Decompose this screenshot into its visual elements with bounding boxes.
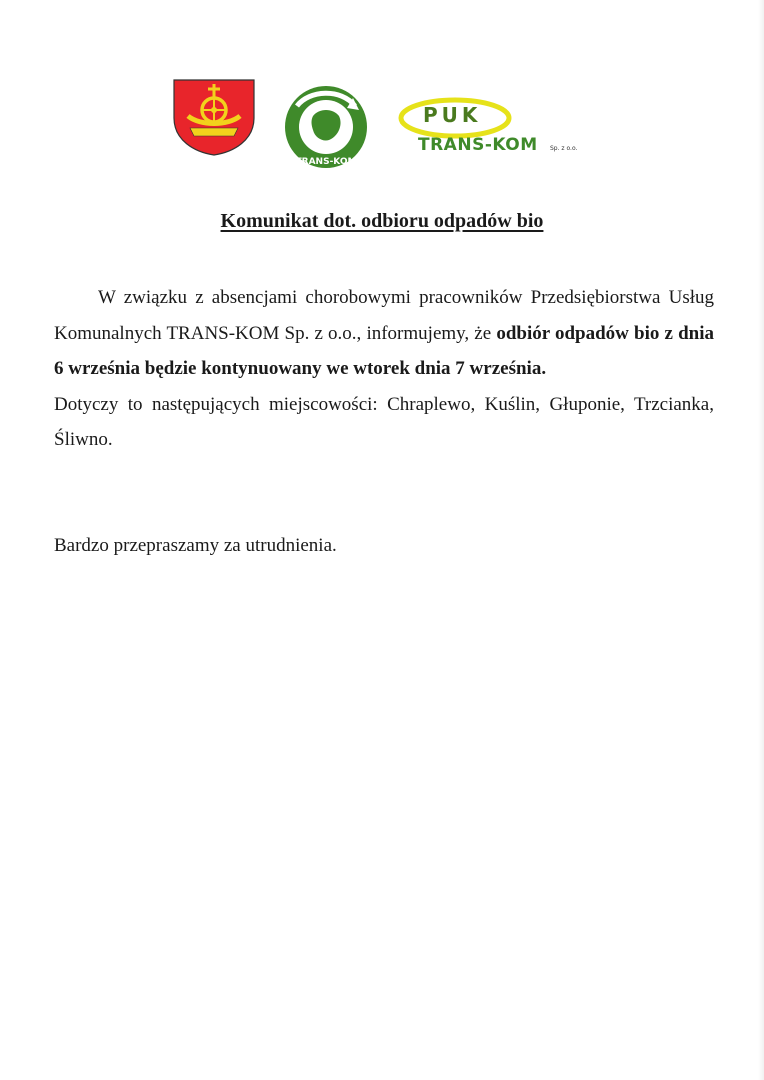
- document-body: [54, 280, 714, 458]
- puk-title: PUK: [423, 103, 482, 127]
- logo-header: [0, 0, 764, 170]
- closing-apology: Bardzo przepraszamy za utrudnienia.: [54, 535, 337, 556]
- announcement-text: W związku z absencjami chorobowymi pracowników Przedsiębiorstwa Usług Komunalnych TRANS-KOM Sp. z o.o., informujemy, że: [54, 287, 714, 344]
- document-title: Komunikat dot. odbioru odpadów bio: [220, 210, 544, 232]
- locations-paragraph: Dotyczy to następujących miejscowości: Chraplewo, Kuślin, Głuponie, Trzcianka, Śliwno.: [54, 393, 714, 450]
- puk-company-suffix: Sp. z o.o.: [550, 145, 578, 152]
- puk-company-name: TRANS-KOM: [418, 135, 538, 155]
- announcement-highlight: odbiór odpadów bio z dnia 6 września będzie kontynuowany we wtorek dnia 7 września.: [54, 322, 715, 379]
- trans-kom-emblem: [283, 84, 369, 170]
- svg-text:TRANS-KOM: TRANS-KOM: [295, 157, 357, 167]
- announcement-paragraph: [54, 280, 714, 387]
- coat-of-arms-logo: [172, 78, 256, 156]
